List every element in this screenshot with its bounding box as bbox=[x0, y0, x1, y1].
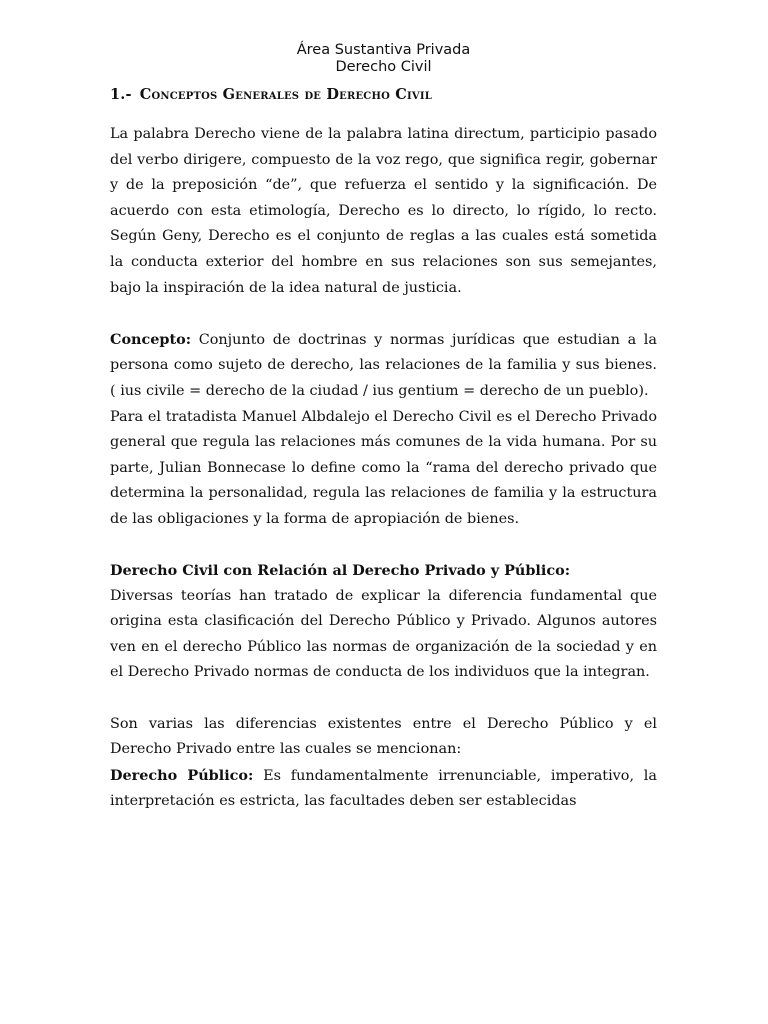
header-line-area: Área Sustantiva Privada bbox=[296, 42, 471, 58]
paragraph-etymology: La palabra Derecho viene de la palabra latina directum, participio pasado del verbo dirigere, compuesto de la voz rego, que significa regir, gobernar y de la preposición “de”, que refuerza el sentido y la significación. De acuerdo con esta etimología, Derecho es lo directo, lo rígido, lo recto. Según Geny, Derecho es el conjunto de reglas a las cuales está sometida la conducta exterior del hombre en sus relaciones son sus semejantes, bajo la inspiración de la idea natural de justicia. bbox=[110, 126, 657, 296]
section-title-text: Conceptos Generales de Derecho Civil bbox=[139, 86, 432, 103]
paragraph-tratadistas: Para el tratadista Manuel Albdalejo el Derecho Civil es el Derecho Privado general que regula las relaciones más comunes de la vida humana. Por su parte, Julian Bonnecase lo define como la “rama del derecho privado que determina la personalidad, regula las relaciones de familia y la estructura de las obligaciones y la forma de apropiación de bienes. bbox=[110, 408, 657, 527]
heading-derecho-civil-relacion: Derecho Civil con Relación al Derecho Privado y Público: bbox=[110, 562, 571, 580]
paragraph-concepto bbox=[110, 327, 657, 405]
paragraph-teorias: Diversas teorías han tratado de explicar la diferencia fundamental que origina esta clasificación del Derecho Público y Privado. Algunos autores ven en el derecho Público las normas de organización de la sociedad y en el Derecho Privado normas de conducta de los individuos que la integran. bbox=[110, 587, 657, 681]
section-number: 1.- bbox=[110, 86, 132, 103]
paragraph-derecho-publico bbox=[110, 763, 657, 815]
document-page bbox=[110, 42, 657, 815]
derecho-publico-label: Derecho Público: bbox=[110, 766, 254, 784]
derecho-publico-text: Es fundamentalmente irrenunciable, imperativo, la interpretación es estricta, las facultades deben ser establecidas bbox=[110, 767, 657, 810]
concepto-text: Conjunto de doctrinas y normas jurídicas que estudian a la persona como sujeto de derecho, las relaciones de la familia y sus bienes. ( ius civile = derecho de la ciudad / ius gentium = derecho de un pueblo). bbox=[110, 331, 657, 399]
document-header bbox=[110, 42, 657, 76]
header-line-subject: Derecho Civil bbox=[335, 59, 432, 75]
paragraph-diferencias: Son varias las diferencias existentes entre el Derecho Público y el Derecho Privado entre las cuales se mencionan: bbox=[110, 715, 657, 758]
section-title bbox=[110, 86, 657, 104]
concepto-label: Concepto: bbox=[110, 330, 192, 348]
